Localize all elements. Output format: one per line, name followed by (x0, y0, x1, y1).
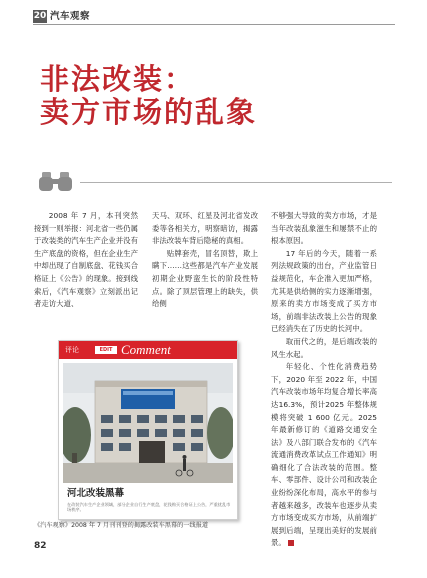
comment-figure-box (58, 340, 238, 520)
section-divider (80, 182, 392, 183)
article-title-line2: 卖方市场的乱象 (40, 95, 258, 129)
text-column-1 (34, 210, 138, 311)
paragraph: 取而代之的，是后端改装的风生水起。 (271, 336, 377, 359)
factory-building-photo (63, 363, 233, 483)
text-column-2 (152, 210, 258, 311)
paragraph: 天马、双环、红星及河北省发改委等各相关方，明察暗访，揭露非法改装车背后隐秘的真相。 (152, 211, 258, 246)
page-number: 82 (34, 541, 47, 551)
comment-bar-tag: EDIT (95, 346, 117, 354)
paragraph-text: 年轻化、个性化消费趋势下，2020 年至 2022 年，中国汽车改装市场年均复合增长率高达16.3%，预计2025 年整体规模将突破 1 600 亿元。2025 年最新修订的《道路交通安全法》及八部门联合发布的《汽车流通消费改革试点工作通知》明确细化了合法改装的范围。整车、零部件、设计公司和改装企业纷纷深化布局，高水平的参与者越来越多，改装车也逐步从卖方市场变成买方市场，从前端扩展到后端，呈现出美好的发展前景。 (271, 362, 377, 548)
comment-small-text: 在改装汽车生产企业领域，部分企业自行生产底盘，花钱购买合格证上公告，严重扰乱市场秩序。 (67, 502, 231, 513)
issue-number-badge: 20 (33, 11, 47, 21)
paragraph: 贴牌套壳，冒名顶替，欺上瞒下……这些都是汽车产业发展初期企业野蛮生长的阶段性特点。除了顶层管理上的缺失，供给侧 (152, 248, 258, 309)
end-mark-icon (288, 540, 294, 546)
figure-caption: 《汽车观察》2008 年 7 月刊刊登的揭露改装车黑幕的一线报道 (34, 522, 209, 529)
comment-bar-label: 评论 (65, 346, 79, 354)
paragraph (271, 361, 377, 550)
binoculars-icon (38, 170, 74, 192)
column-title: 汽车观察 (50, 11, 91, 22)
paragraph: 17 年后的今天，随着一系列法规政策的出台，产业监管日益规范化，车企准入更加严格，尤其是供给侧的实力逐渐增强，原来的卖方市场变成了买方市场，前端非法改装上公告的现象已经消失在了历史的长河中。 (271, 248, 377, 334)
text-column-3 (271, 210, 377, 550)
paragraph: 不够强大导致的卖方市场，才是当年改装乱象滋生和屡禁不止的根本原因。 (271, 211, 377, 246)
header-divider (33, 24, 395, 25)
comment-caption: 河北改装黑幕 (67, 488, 125, 499)
comment-bar-word: Comment (121, 342, 171, 357)
article-title-line1: 非法改装： (40, 62, 196, 96)
comment-header-bar (59, 341, 237, 359)
paragraph: 2008 年 7 月，本刊突然接到一则举报：河北省一些仍属于改装类的汽车生产企业并没有生产底盘的资格，但在企业生产中却出现了自制底盘、花钱买合格证上《公告》的现象。接到线索后，《汽车观察》立刻派出记者走访大道、 (34, 211, 138, 309)
